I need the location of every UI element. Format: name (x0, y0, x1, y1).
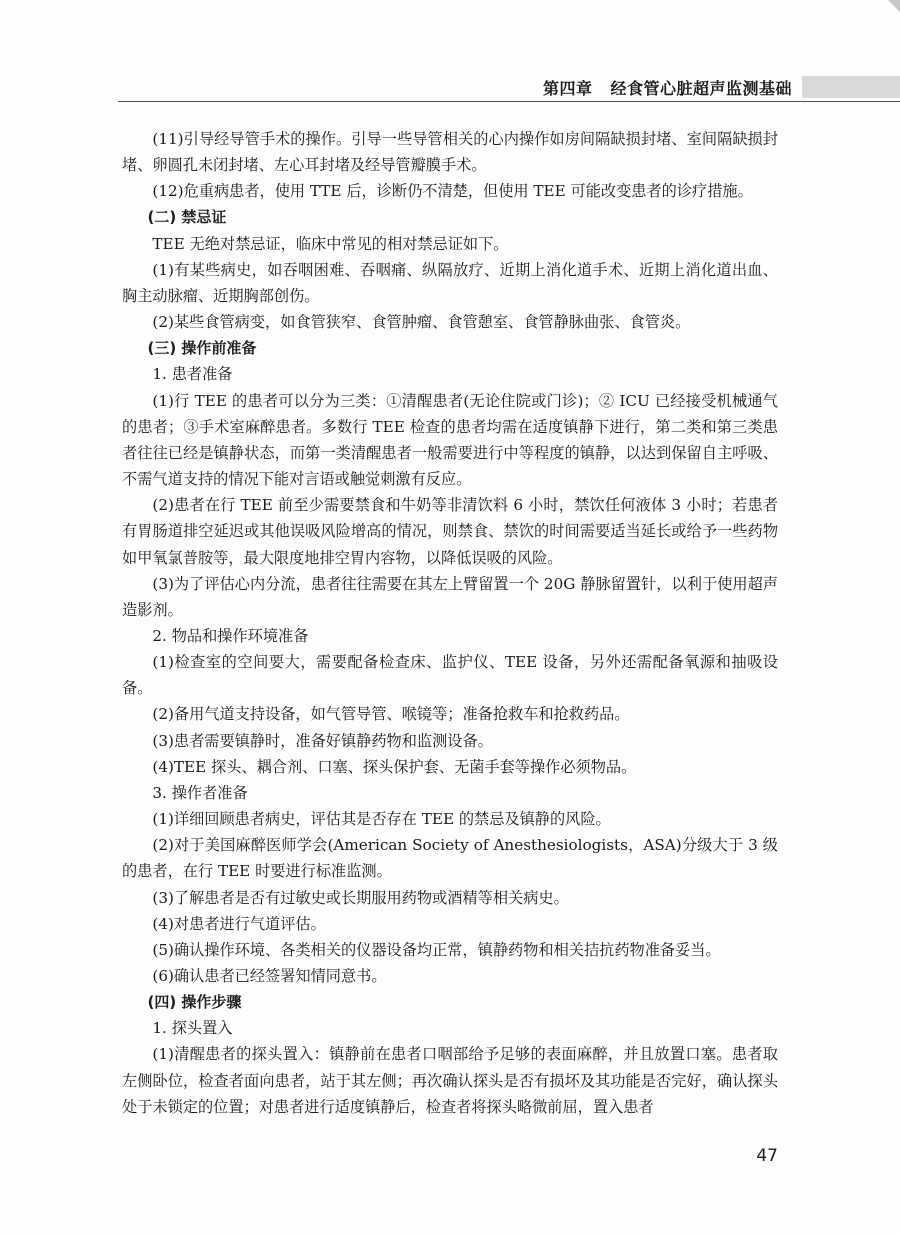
running-header (118, 74, 900, 102)
subheading: 1. 患者准备 (152, 365, 233, 384)
page-corner-mark (888, 0, 900, 12)
paragraph: (1)详细回顾患者病史，评估其是否存在 TEE 的禁忌及镇静的风险。 (152, 810, 611, 829)
paragraph: (2)备用气道支持设备，如气管导管、喉镜等；准备抢救车和抢救药品。 (152, 705, 630, 724)
paragraph: TEE 无绝对禁忌证，临床中常见的相对禁忌证如下。 (152, 234, 509, 253)
chapter-title (543, 76, 792, 99)
paragraph: (1)检查室的空间要大，需要配备检查床、监护仪、TEE 设备，另外还需配备氧源和抽吸设备。 (122, 653, 778, 698)
chapter-name: 经食管心脏超声监测基础 (610, 79, 792, 98)
paragraph: (2)某些食管病变，如食管狭窄、食管肿瘤、食管憩室、食管静脉曲张、食管炎。 (152, 313, 691, 332)
section-heading: (三) 操作前准备 (147, 339, 257, 358)
paragraph: (3)为了评估心内分流，患者往往需要在其左上臂留置一个 20G 静脉留置针，以利于使用超声造影剂。 (122, 574, 778, 619)
paragraph: (3)患者需要镇静时，准备好镇静药物和监测设备。 (152, 731, 493, 750)
subheading: 3. 操作者准备 (152, 783, 248, 802)
page-number: 47 (756, 1146, 778, 1166)
section-heading: (二) 禁忌证 (147, 208, 227, 227)
paragraph: (6)确认患者已经签署知情同意书。 (152, 967, 387, 985)
paragraph: (1)清醒患者的探头置入：镇静前在患者口咽部给予足够的表面麻醉，并且放置口塞。患者取左侧卧位，检查者面向患者，站于其左侧；再次确认探头是否有损坏及其功能是否完好，确认探头处于未锁定的位置；对患者进行适度镇静后，检查者将探头略微前屈，置入患者 (122, 1045, 778, 1116)
header-band (802, 76, 900, 98)
subheading: 2. 物品和操作环境准备 (152, 626, 309, 645)
paragraph: (3)了解患者是否有过敏史或长期服用药物或酒精等相关病史。 (152, 888, 569, 907)
body-text (122, 126, 778, 1120)
paragraph: (1)行 TEE 的患者可以分为三类：①清醒患者(无论住院或门诊)；② ICU 已经接受机械通气的患者；③手术室麻醉患者。多数行 TEE 检查的患者均需在适度镇静下进行，第二类和第三类患者往往已经是镇静状态，而第一类清醒患者一般需要进行中等程度的镇静，以达到保留自主呼吸、不需气道支持的情况下能对言语或触觉刺激有反应。 (122, 391, 778, 489)
paragraph: (5)确认操作环境、各类相关的仪器设备均正常，镇静药物和相关拮抗药物准备妥当。 (152, 940, 721, 959)
paragraph: (12)危重病患者，使用 TTE 后，诊断仍不清楚，但使用 TEE 可能改变患者的诊疗措施。 (152, 182, 753, 201)
paragraph: (1)有某些病史，如吞咽困难、吞咽痛、纵隔放疗、近期上消化道手术、近期上消化道出血、胸主动脉瘤、近期胸部创伤。 (122, 260, 778, 305)
paragraph: (4)TEE 探头、耦合剂、口塞、探头保护套、无菌手套等操作必须物品。 (152, 757, 637, 776)
paragraph: (2)对于美国麻醉医师学会(American Society of Anesthesiologists，ASA)分级大于 3 级的患者，在行 TEE 时要进行标准监测。 (122, 836, 778, 881)
paragraph: (2)患者在行 TEE 前至少需要禁食和牛奶等非清饮料 6 小时，禁饮任何液体 3 小时；若患者有胃肠道排空延迟或其他误吸风险增高的情况，则禁食、禁饮的时间需要适当延长或给予一些药物如甲氧氯普胺等，最大限度地排空胃内容物，以降低误吸的风险。 (122, 496, 778, 567)
paragraph: (4)对患者进行气道评估。 (152, 914, 326, 933)
section-heading: (四) 操作步骤 (147, 993, 242, 1012)
paragraph: (11)引导经导管手术的操作。引导一些导管相关的心内操作如房间隔缺损封堵、室间隔缺损封堵、卵圆孔未闭封堵、左心耳封堵及经导管瓣膜手术。 (122, 130, 778, 175)
subheading: 1. 探头置入 (152, 1019, 233, 1038)
chapter-number: 第四章 (542, 79, 593, 98)
